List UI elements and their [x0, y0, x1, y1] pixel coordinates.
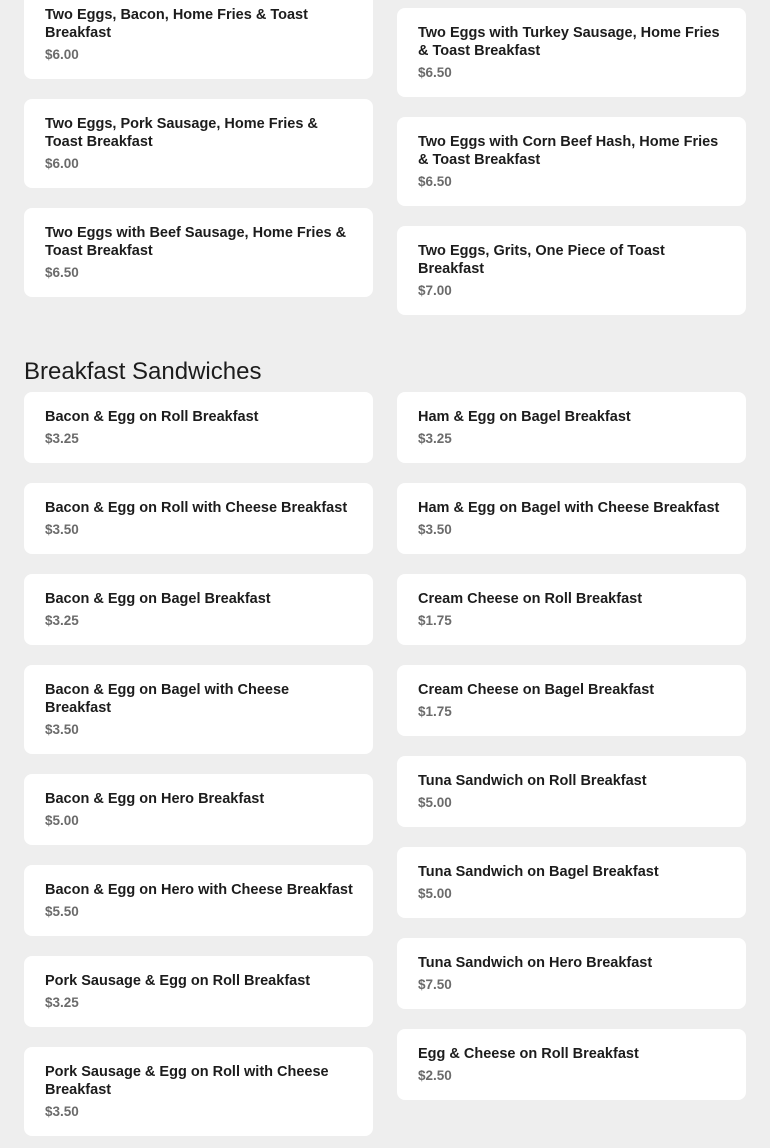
- menu-item-name: Bacon & Egg on Roll Breakfast: [45, 409, 259, 425]
- menu-item-name: Cream Cheese on Roll Breakfast: [418, 591, 643, 607]
- menu-item-price: $7.50: [418, 977, 452, 992]
- menu-item-card[interactable]: [24, 574, 373, 645]
- menu-item-price: $6.00: [45, 156, 79, 171]
- menu-item-price: $6.00: [45, 47, 79, 62]
- menu-item-card[interactable]: [397, 847, 746, 918]
- menu-item-card[interactable]: [397, 1029, 746, 1100]
- menu-item-name: Two Eggs with Corn Beef Hash, Home Fries & Toast Breakfast: [418, 134, 719, 168]
- menu-item-card[interactable]: [24, 956, 373, 1027]
- menu-item-price: $1.75: [418, 704, 452, 719]
- menu-item-card[interactable]: [24, 1047, 373, 1136]
- menu-item-card[interactable]: [24, 392, 373, 463]
- breakfast-sandwiches-grid: [24, 392, 746, 1136]
- menu-item-card[interactable]: [24, 0, 373, 79]
- menu-item-name: Ham & Egg on Bagel Breakfast: [418, 409, 631, 425]
- menu-item-price: $3.25: [45, 613, 79, 628]
- menu-item-card[interactable]: [397, 117, 746, 206]
- menu-item-name: Two Eggs with Turkey Sausage, Home Fries & Toast Breakfast: [418, 25, 720, 59]
- menu-item-card[interactable]: [397, 226, 746, 315]
- menu-item-price: $6.50: [418, 65, 452, 80]
- platters-right-column: [397, 0, 746, 315]
- platters-left-column: [24, 0, 373, 297]
- menu-item-name: Tuna Sandwich on Bagel Breakfast: [418, 864, 659, 880]
- menu-item-card[interactable]: [397, 574, 746, 645]
- menu-item-price: $1.75: [418, 613, 452, 628]
- section-title-breakfast-sandwiches: Breakfast Sandwiches: [24, 358, 262, 385]
- menu-item-price: $5.00: [45, 813, 79, 828]
- breakfast-platters-grid: [24, 0, 746, 315]
- menu-item-price: $2.50: [418, 1068, 452, 1083]
- menu-item-price: $3.50: [45, 522, 79, 537]
- menu-item-price: $5.00: [418, 886, 452, 901]
- menu-item-name: Bacon & Egg on Hero Breakfast: [45, 791, 265, 807]
- menu-item-price: $3.50: [418, 522, 452, 537]
- menu-item-price: $3.25: [45, 995, 79, 1010]
- menu-item-card[interactable]: [24, 483, 373, 554]
- menu-item-price: $7.00: [418, 283, 452, 298]
- menu-item-name: Cream Cheese on Bagel Breakfast: [418, 682, 655, 698]
- menu-item-card[interactable]: [24, 865, 373, 936]
- menu-item-card[interactable]: [397, 938, 746, 1009]
- sandwiches-left-column: [24, 392, 373, 1136]
- menu-item-price: $3.25: [45, 431, 79, 446]
- menu-item-price: $6.50: [418, 174, 452, 189]
- menu-item-card[interactable]: [397, 8, 746, 97]
- menu-item-name: Pork Sausage & Egg on Roll Breakfast: [45, 973, 311, 989]
- menu-item-card[interactable]: [397, 392, 746, 463]
- menu-item-name: Tuna Sandwich on Roll Breakfast: [418, 773, 647, 789]
- menu-item-price: $3.50: [45, 1104, 79, 1119]
- menu-item-card[interactable]: [24, 99, 373, 188]
- menu-item-name: Bacon & Egg on Bagel with Cheese Breakfast: [45, 682, 290, 716]
- menu-item-name: Bacon & Egg on Roll with Cheese Breakfast: [45, 500, 348, 516]
- menu-item-card[interactable]: [24, 774, 373, 845]
- menu-item-price: $3.25: [418, 431, 452, 446]
- menu-item-card[interactable]: [24, 665, 373, 754]
- menu-item-name: Egg & Cheese on Roll Breakfast: [418, 1046, 639, 1062]
- menu-item-name: Two Eggs with Beef Sausage, Home Fries & Toast Breakfast: [45, 225, 347, 259]
- menu-item-name: Pork Sausage & Egg on Roll with Cheese Breakfast: [45, 1064, 329, 1098]
- menu-item-name: Ham & Egg on Bagel with Cheese Breakfast: [418, 500, 720, 516]
- menu-item-name: Two Eggs, Grits, One Piece of Toast Breakfast: [418, 243, 665, 277]
- menu-item-card[interactable]: [24, 208, 373, 297]
- menu-item-card[interactable]: [397, 483, 746, 554]
- menu-item-name: Two Eggs, Bacon, Home Fries & Toast Breakfast: [45, 7, 308, 41]
- menu-item-price: $6.50: [45, 265, 79, 280]
- menu-item-name: Bacon & Egg on Bagel Breakfast: [45, 591, 271, 607]
- menu-item-card[interactable]: [397, 756, 746, 827]
- menu-item-name: Two Eggs, Pork Sausage, Home Fries & Toast Breakfast: [45, 116, 318, 150]
- sandwiches-right-column: [397, 392, 746, 1100]
- menu-item-price: $5.00: [418, 795, 452, 810]
- menu-item-card[interactable]: [397, 665, 746, 736]
- menu-item-price: $5.50: [45, 904, 79, 919]
- menu-item-price: $3.50: [45, 722, 79, 737]
- menu-item-name: Bacon & Egg on Hero with Cheese Breakfast: [45, 882, 353, 898]
- menu-item-name: Tuna Sandwich on Hero Breakfast: [418, 955, 653, 971]
